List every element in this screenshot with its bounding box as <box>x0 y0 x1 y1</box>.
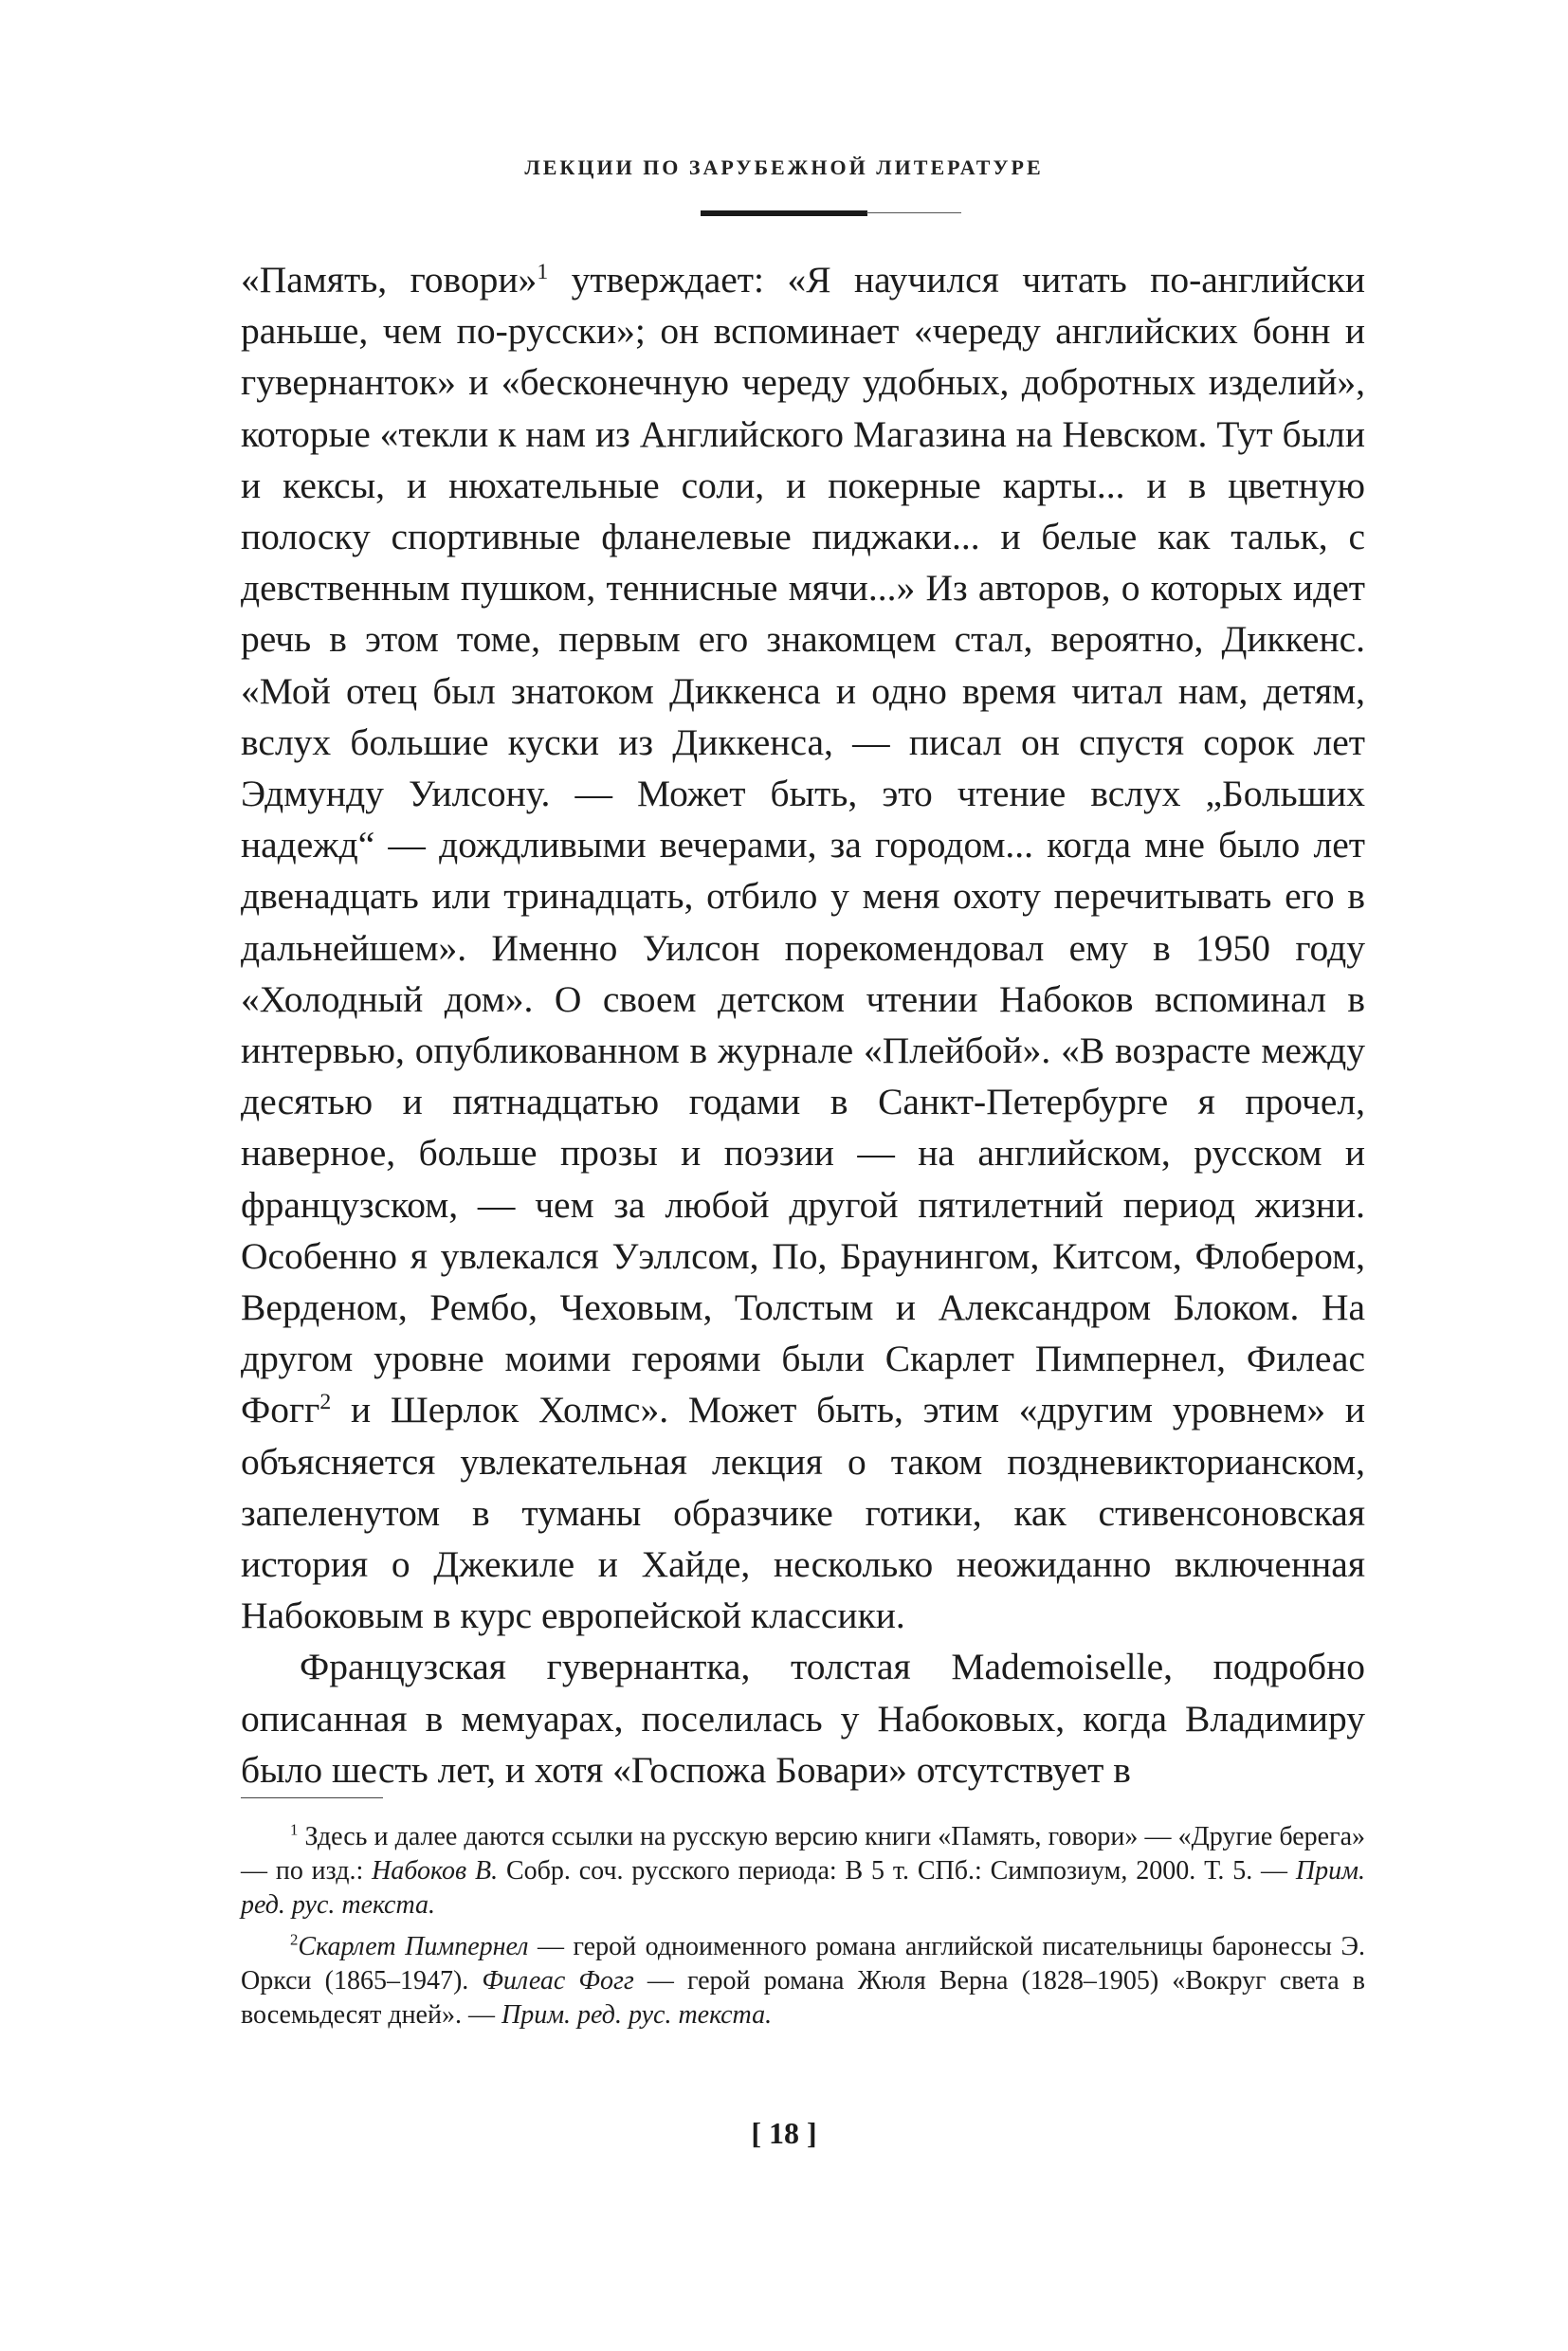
page-number: [ 18 ] <box>751 2116 817 2150</box>
header-rule-thin <box>866 212 961 213</box>
paragraph-1 <box>241 254 1365 1641</box>
paragraph-2: Французская гувернантка, толстая Mademoiselle, подробно описанная в мемуарах, поселилась у Набоковых, когда Владимиру было шесть лет, и хотя «Госпожа Бовари» отсутствует в <box>241 1646 1365 1791</box>
footnote-1-author: Набоков В. <box>372 1856 499 1886</box>
body-text <box>241 254 1365 1795</box>
paragraph-1-part-3: и Шерлок Холмс». Может быть, этим «другим уровнем» и объясняется увлекательная лекция о таком поздневикторианском, запеленутом в туманы образчике готики, как стивенсоновская история о Джекиле и Хайде, несколько неожиданно включенная Набоковым в курс европейской классики. <box>241 1389 1365 1637</box>
footnotes <box>241 1820 1365 2040</box>
header-rule <box>701 210 867 216</box>
footnote-separator <box>241 1797 383 1798</box>
footnote-1-text-a: Здесь и далее даются ссылки на русскую версию книги «Память, говори» — «Другие берега» — по изд.: <box>241 1822 1365 1886</box>
paragraph-1-part-2: утверждает: «Я научился читать по-английски раньше, чем по-русски»; он вспоминает «череду английских бонн и гувернанток» и «бесконечную череду удобных, добротных изделий», которые «текли к нам из Английского Магазина на Невском. Тут были и кексы, и нюхательные соли, и покерные карты... и в цветную полоску спортивные фланелевые пиджаки... и белые как тальк, с девственным пушком, теннисные мячи...» Из авторов, о которых идет речь в этом томе, первым его знакомцем стал, вероятно, Диккенс. «Мой отец был знатоком Диккенса и одно время читал нам, детям, вслух большие куски из Диккенса, — писал он спустя сорок лет Эдмунду Уилсону. — Может быть, это чтение вслух „Больших надежд“ — дождливыми вечерами, за городом... когда мне было лет двенадцать или тринадцать, отбило у меня охоту перечитывать его в дальнейшем». Именно Уилсон порекомендовал ему в 1950 году «Холодный дом». О своем детском чтении Набоков вспоминал в интервью, опубликованном в журнале «Плейбой». «В возрасте между десятью и пятнадцатью годами в Санкт-Петербурге я прочел, наверное, больше прозы и поэзии — на английском, русском и французском, — чем за любой другой пятилетний период жизни. Особенно я увлекался Уэллсом, По, Браунингом, Китсом, Флобером, Верденом, Рембо, Чеховым, Толстым и Александром Блоком. На другом уровне моими героями были Скарлет Пимпернел, Филеас Фогг <box>241 259 1365 1431</box>
footnote-2 <box>241 1930 1365 2032</box>
footnote-1 <box>241 1820 1365 1923</box>
running-header: ЛЕКЦИИ ПО ЗАРУБЕЖНОЙ ЛИТЕРАТУРЕ <box>524 155 1044 179</box>
footnote-2-text-a: — герой одноименного романа английской писательницы баронессы Э. Оркси (1865–1947). <box>241 1932 1366 1996</box>
footnote-ref-1[interactable]: 1 <box>537 259 549 284</box>
footnote-2-editor-note: Прим. ред. рус. текста. <box>501 2000 773 2030</box>
footnote-1-text-b: Собр. соч. русского периода: В 5 т. СПб.: Симпозиум, 2000. Т. 5. — <box>498 1856 1296 1886</box>
footnote-2-term-2: Филеас Фогг <box>482 1966 634 1996</box>
footnote-2-marker: 2 <box>290 1930 299 1949</box>
footnote-2-term-1: Скарлет Пимпернел <box>298 1932 529 1961</box>
footnote-1-editor-note: Прим. ред. рус. текста. <box>241 1856 1365 1920</box>
footnote-2-text-b: — герой романа Жюля Верна (1828–1905) «Вокруг света в восемьдесят дней». — <box>241 1966 1365 2030</box>
paragraph-1-part-1: «Память, говори» <box>241 259 538 301</box>
footnote-ref-2[interactable]: 2 <box>319 1390 332 1415</box>
footnote-1-marker: 1 <box>290 1820 299 1839</box>
